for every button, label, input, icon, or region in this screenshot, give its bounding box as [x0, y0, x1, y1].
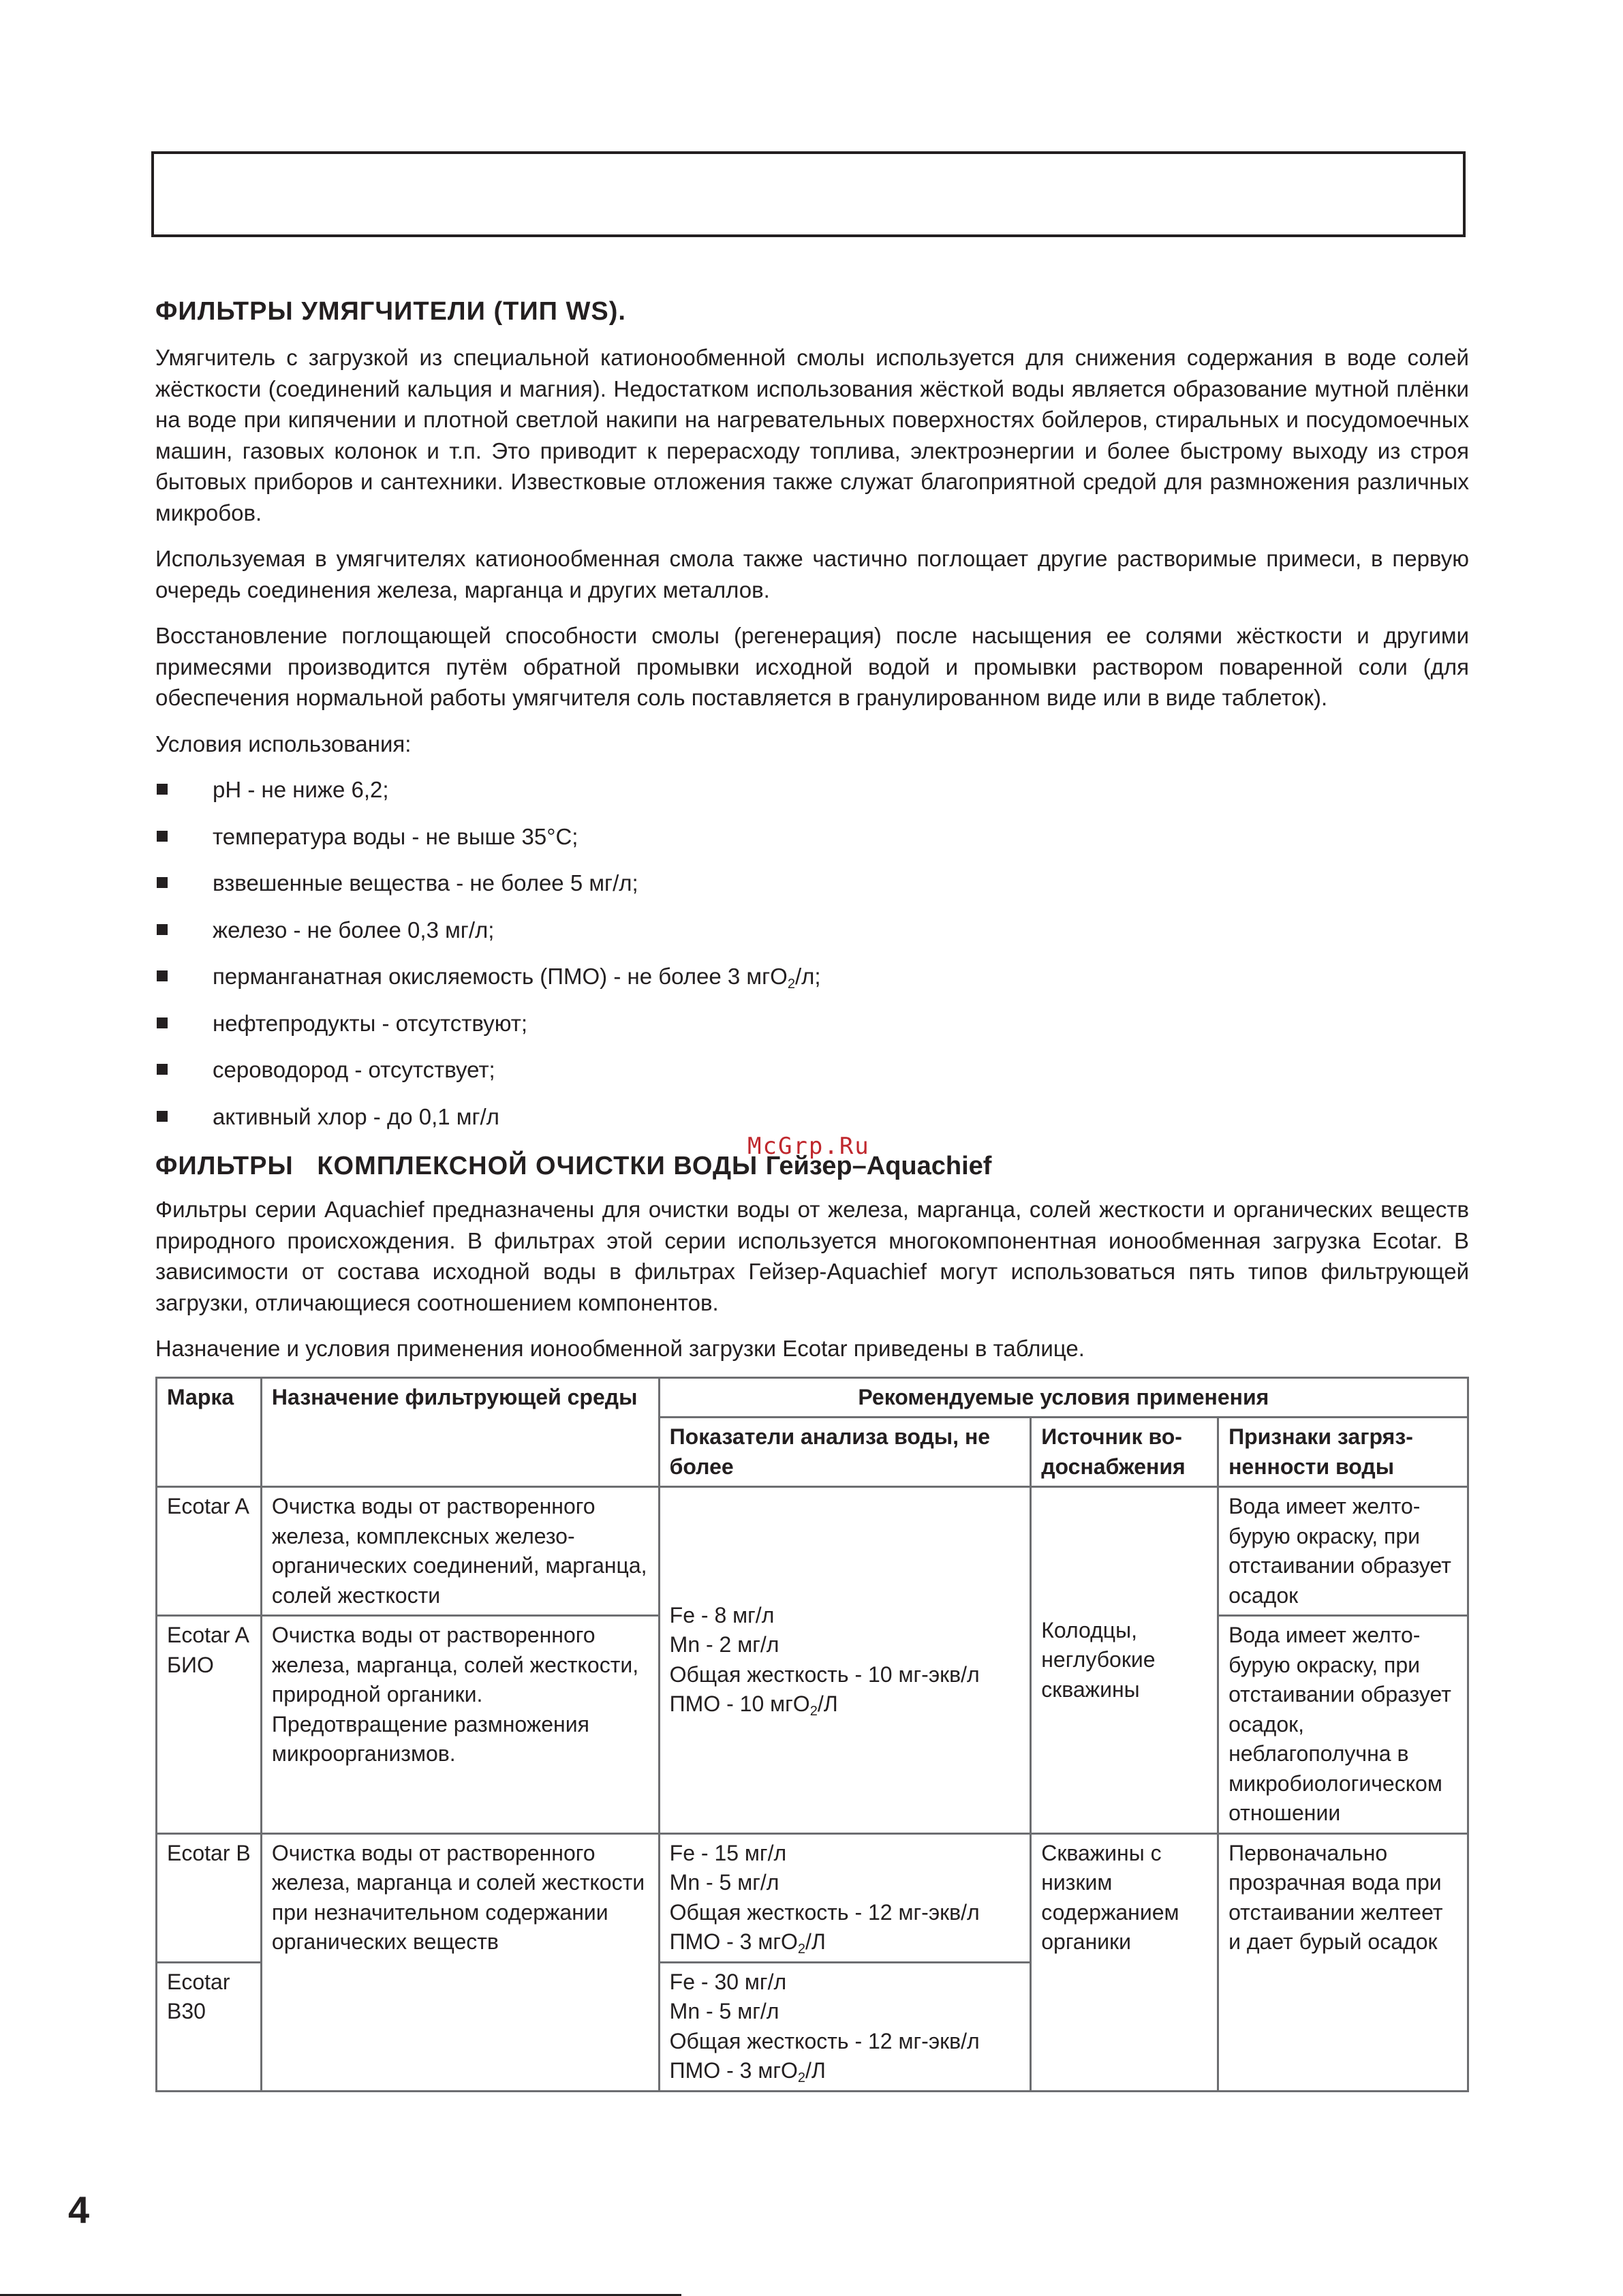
cell-purpose: Очистка воды от растворенного железа, марганца и солей жесткости при незначительном содержании органических веществ — [261, 1833, 659, 2091]
bullet-icon — [157, 1111, 168, 1122]
ecotar-table — [155, 1377, 1469, 2092]
header-source: Источник во-доснабжения — [1031, 1418, 1218, 1487]
bullet-icon — [157, 831, 168, 842]
cell-brand: Ecotar A БИО — [157, 1616, 262, 1834]
conditions-label: Условия использования: — [155, 731, 412, 756]
watermark-text: McGrp.Ru — [747, 1133, 870, 1160]
cell-brand: Ecotar B — [157, 1833, 262, 1962]
header-analysis: Показатели анализа воды, не более — [659, 1418, 1031, 1487]
list-item: сероводород - отсутствует; — [155, 1054, 1469, 1101]
header-purpose: Назначение фильтрующей среды — [261, 1377, 659, 1487]
section1-paragraph-1: Умягчитель с загрузкой из специальной катионообменной смолы используется для снижения содержания в воде солей жёсткости (соединений кальция и магния). Недостатком использования жёсткой воды является образование мутной плёнки на воде при кипячении и плотной светлой накипи на нагревательных поверхностях бойлеров, стиральных и посудомоечных машин, газовых колонок и т.п. Это приводит к перерасходу топлива, электроэнергии и более быстрому выходу из строя бытовых приборов и сантехники. Известковые отложения также служат благоприятной средой для размножения различных микробов. — [155, 345, 1469, 525]
bullet-icon — [157, 970, 168, 981]
list-item: взвешенные вещества - не более 5 мг/л; — [155, 868, 1469, 915]
list-item: температура воды - не выше 35°С; — [155, 821, 1469, 868]
conditions-list — [155, 774, 1469, 1148]
table-row — [157, 1833, 1468, 1962]
section1-title: ФИЛЬТРЫ УМЯГЧИТЕЛИ (ТИП WS). — [155, 297, 626, 326]
header-conditions: Рекомендуемые условия применения — [659, 1377, 1468, 1418]
cell-analysis-group1: Fe - 8 мг/л Mn - 2 мг/л Общая жесткость - 10 мг-экв/л ПМО - 10 мгО$_2$/Л — [659, 1487, 1031, 1834]
section2-paragraph-1: Фильтры серии Aquachief предназначены для очистки воды от железа, марганца, солей жесткости и органических веществ природного происхождения. В фильтрах этой серии используется многокомпонентная ионообменная загрузка Ecotar. В зависимости от состава исходной воды в фильтрах Гейзер-Aquachief могут использоваться пять типов фильтрующей загрузки, отличающиеся соотношением компонентов. — [155, 1197, 1469, 1315]
section1-paragraph-2: Используемая в умягчителях катионообменная смола также частично поглощает другие растворимые примеси, в первую очередь соединения железа, марганца и других металлов. — [155, 546, 1469, 602]
bullet-icon — [157, 924, 168, 935]
cell-source-group2: Скважины с низким содержанием органики — [1031, 1833, 1218, 2091]
list-item: активный хлор - до 0,1 мг/л — [155, 1101, 1469, 1148]
section2-paragraph-2: Назначение и условия применения ионообменной загрузки Ecotar приведены в таблице. — [155, 1336, 1085, 1361]
table-row — [157, 1487, 1468, 1616]
section2-title-brand: Гейзер–Aquachief — [765, 1152, 992, 1180]
header-brand: Марка — [157, 1377, 262, 1487]
cell-analysis: Fe - 15 мг/л Mn - 5 мг/л Общая жесткость - 12 мг-экв/л ПМО - 3 мгО$_2$/Л — [659, 1833, 1031, 1962]
cell-source-group1: Колодцы, неглубокие скважины — [1031, 1487, 1218, 1834]
page-number: 4 — [68, 2188, 90, 2231]
page-content — [155, 294, 1469, 2092]
header-signs: Признаки загряз-ненности воды — [1218, 1418, 1468, 1487]
table-header-row — [157, 1377, 1468, 1418]
list-item: железо - не более 0,3 мг/л; — [155, 915, 1469, 962]
section1-paragraph-3: Восстановление поглощающей способности смолы (регенерация) после насыщения ее солями жёсткости и другими примесями производится путём обратной промывки исходной водой и промывки раствором поваренной соли (для обеспечения нормальной работы умягчителя соль поставляется в гранулированном виде или в виде таблеток). — [155, 623, 1469, 710]
list-item: перманганатная окисляемость (ПМО) - не более 3 мгО$_2$/л; — [155, 961, 1469, 1008]
bullet-icon — [157, 1064, 168, 1075]
cell-purpose: Очистка воды от растворенного железа, комплексных железо-органических соединений, марганца, солей жесткости — [261, 1487, 659, 1616]
section2-title: ФИЛЬТРЫ КОМПЛЕКСНОЙ ОЧИСТКИ ВОДЫ Гейзер–Aquachief — [155, 1152, 992, 1180]
cell-brand: Ecotar B30 — [157, 1962, 262, 2091]
bullet-icon — [157, 1017, 168, 1028]
cell-brand: Ecotar A — [157, 1487, 262, 1616]
cell-analysis: Fe - 30 мг/л Mn - 5 мг/л Общая жесткость - 12 мг-экв/л ПМО - 3 мгО$_2$/Л — [659, 1962, 1031, 2091]
bullet-icon — [157, 784, 168, 795]
header-frame — [151, 151, 1466, 237]
cell-signs: Вода имеет желто-бурую окраску, при отстаивании образует осадок — [1218, 1487, 1468, 1616]
bullet-icon — [157, 877, 168, 888]
list-item: нефтепродукты - отсутствуют; — [155, 1008, 1469, 1055]
cell-signs: Вода имеет желто-бурую окраску, при отстаивании образует осадок, неблагополучна в микробиологическом отношении — [1218, 1616, 1468, 1834]
cell-purpose: Очистка воды от растворенного железа, марганца, солей жесткости, природной органики. Предотвращение размножения микроорганизмов. — [261, 1616, 659, 1834]
list-item: pH - не ниже 6,2; — [155, 774, 1469, 821]
cell-signs-group2: Первоначально прозрачная вода при отстаивании желтеет и дает бурый осадок — [1218, 1833, 1468, 2091]
